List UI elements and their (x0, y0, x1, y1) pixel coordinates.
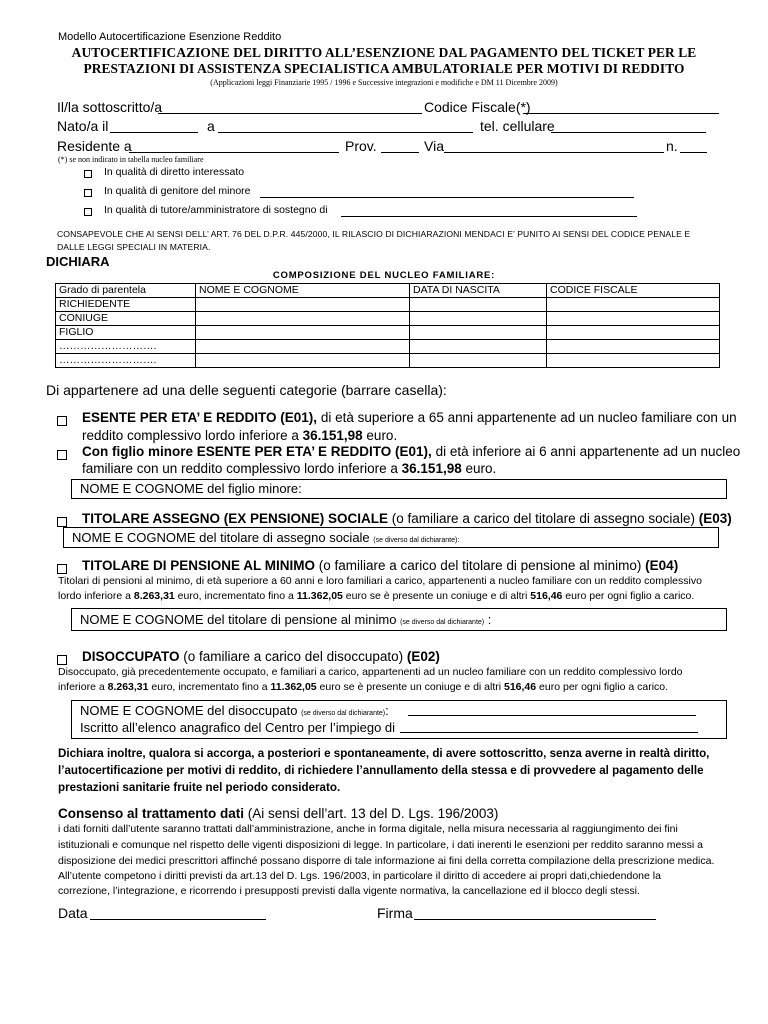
e04-desc-2a: lordo inferiore a (58, 590, 134, 602)
e01-eta-text-2: reddito complessivo lordo inferiore a (82, 428, 303, 443)
model-name: Modello Autocertificazione Esenzione Reddito (58, 31, 282, 43)
nucleo-familiare-table (55, 283, 720, 368)
e04-desc-1: Titolari di pensioni al minimo, di età superiore a 60 anni e loro familiari a carico, appartenenti a nucleo familiare con un reddito complessivo (58, 575, 702, 587)
row-grado: RICHIEDENTE (56, 298, 196, 312)
e01-eta-title: ESENTE PER ETA’ E REDDITO (E01), (82, 410, 318, 425)
row-nome-cell[interactable] (196, 312, 410, 326)
row-nome-cell[interactable] (196, 326, 410, 340)
table-row (56, 326, 720, 340)
qualita-genitore-field[interactable] (260, 185, 634, 198)
consenso-line: disposizione dei medici prescrittori affinché possano disporre di tale informazione ai fini della corretta compilazione della prescrizione medica. (58, 855, 715, 867)
e02-centro-field[interactable] (400, 720, 698, 733)
e04-name-small: (se diverso dal dichiarante) (400, 619, 485, 626)
categorie-intro: Di appartenere ad una delle seguenti categorie (barrare casella): (46, 382, 447, 398)
e02-checkbox[interactable] (57, 655, 67, 665)
consenso-title: Consenso al trattamento dati (58, 806, 245, 821)
title-line-1: AUTOCERTIFICAZIONE DEL DIRITTO ALL’ESENZIONE DAL PAGAMENTO DEL TICKET PER LE (71, 45, 697, 60)
consenso-ref: (Ai sensi dell’art. 13 del D. Lgs. 196/2003) (244, 806, 499, 821)
row-codice-cell[interactable] (547, 312, 720, 326)
e02-text: (o familiare a carico del disoccupato) (179, 649, 407, 664)
table-row (56, 340, 720, 354)
e04-code: (E04) (645, 558, 679, 573)
row-codice-cell[interactable] (547, 326, 720, 340)
residente-field[interactable] (129, 140, 339, 153)
consapevole-line-1: CONSAPEVOLE CHE AI SENSI DELL’ ART. 76 DEL D.P.R. 445/2000, IL RILASCIO DI DICHIARAZIONI MENDACI E’ PUNITO AI SENSI DEL CODICE PENALE E (57, 229, 691, 239)
codice-fiscale-label: Codice Fiscale(*) (424, 99, 531, 115)
data-label: Data (58, 905, 88, 921)
dichiara-inoltre-1: Dichiara inoltre, qualora si accorga, a posteriori e spontaneamente, di avere sottoscritto, senza averne in realtà diritto, (58, 747, 710, 760)
qualita-tutore-label: In qualità di tutore/amministratore di sostegno di (104, 204, 328, 216)
e01-minore-text-3: euro. (461, 461, 497, 476)
qualita-diretto-label: In qualità di diretto interessato (104, 166, 245, 178)
row-data-cell[interactable] (410, 340, 547, 354)
e04-name-text: NOME E COGNOME del titolare di pensione al minimo (80, 612, 397, 627)
e02-desc-2a: inferiore a (58, 681, 108, 693)
e01-eta-amount: 36.151,98 (302, 428, 363, 443)
dichiara-inoltre-2: l’autocertificazione per motivi di reddito, di richiedere l’annullamento della stessa e di provvedere al pagamento delle (58, 764, 704, 777)
e04-checkbox[interactable] (57, 564, 67, 574)
e02-name-small: (se diverso dal dichiarante) (301, 710, 386, 717)
row-nome-cell[interactable] (196, 354, 410, 368)
e02-amount-3: 516,46 (504, 681, 537, 693)
e04-desc-2b: euro, incrementato fino a (174, 590, 297, 602)
e04-title: TITOLARE DI PENSIONE AL MINIMO (82, 558, 316, 573)
table-header-row (56, 284, 720, 298)
e03-checkbox[interactable] (57, 517, 67, 527)
e03-line (82, 511, 732, 526)
tel-label: tel. cellulare (480, 118, 555, 134)
qualita-genitore-checkbox[interactable] (84, 189, 92, 197)
title-subtitle: (Applicazioni leggi Finanziarie 1995 / 1996 e Successive integrazioni e modifiche e DM 11 Dicembre 2009) (210, 78, 558, 87)
e04-name-end: : (484, 612, 492, 627)
e04-name-label (80, 612, 491, 627)
row-codice-cell[interactable] (547, 354, 720, 368)
numero-label: n. (666, 138, 678, 154)
codice-fiscale-field[interactable] (523, 101, 719, 114)
row-codice-cell[interactable] (547, 340, 720, 354)
sottoscritto-field[interactable] (158, 101, 422, 114)
row-data-cell[interactable] (410, 298, 547, 312)
e01-eta-line-1 (82, 410, 737, 425)
e02-title: DISOCCUPATO (82, 649, 180, 664)
consapevole-line-2: DALLE LEGGI SPECIALI IN MATERIA. (57, 242, 211, 252)
e01-eta-text: di età superiore a 65 anni appartenente ad un nucleo familiare con un (317, 410, 737, 425)
row-grado: ………………………. (56, 340, 196, 354)
prov-label: Prov. (345, 138, 377, 154)
e02-desc-2d: euro per ogni figlio a carico. (536, 681, 669, 693)
e04-amount-1: 8.263,31 (133, 590, 175, 602)
e02-desc-2b: euro, incrementato fino a (148, 681, 271, 693)
e04-amount-2: 11.362,05 (296, 590, 343, 602)
sottoscritto-label: Il/la sottoscritto/a (57, 99, 163, 115)
e03-title: TITOLARE ASSEGNO (EX PENSIONE) SOCIALE (82, 511, 389, 526)
e02-name-field[interactable] (408, 703, 696, 716)
row-data-cell[interactable] (410, 354, 547, 368)
e03-name-text: NOME E COGNOME del titolare di assegno sociale (72, 530, 370, 545)
via-field[interactable] (444, 140, 664, 153)
e01-minore-checkbox[interactable] (57, 450, 67, 460)
consenso-line: correzione, l’integrazione, e ricorrendo i presupposti previsti dalla vigente normativa, la cancellazione ed il blocco degli stessi. (58, 885, 640, 897)
e04-text: (o familiare a carico del titolare di pensione al minimo) (315, 558, 646, 573)
e02-amount-1: 8.263,31 (107, 681, 149, 693)
table-title: COMPOSIZIONE DEL NUCLEO FAMILIARE: (272, 270, 496, 281)
e02-amount-2: 11.362,05 (270, 681, 317, 693)
table-row (56, 312, 720, 326)
row-codice-cell[interactable] (547, 298, 720, 312)
row-nome-cell[interactable] (196, 298, 410, 312)
e04-desc-2c: euro se è presente un coniuge e di altri (342, 590, 531, 602)
header-grado: Grado di parentela (56, 284, 196, 298)
row-nome-cell[interactable] (196, 340, 410, 354)
dichiara-heading: DICHIARA (46, 254, 110, 269)
luogo-nascita-label: a (207, 118, 215, 134)
header-nome: NOME E COGNOME (196, 284, 410, 298)
e01-eta-text-3: euro. (362, 428, 398, 443)
luogo-nascita-field[interactable] (218, 120, 473, 133)
e01-eta-checkbox[interactable] (57, 416, 67, 426)
consenso-line: istituzionali e comunque nel rispetto delle vigenti disposizioni di legge. In particolare, i dati inerenti le esenzioni per reddito saranno messi a (58, 839, 703, 851)
header-data: DATA DI NASCITA (410, 284, 547, 298)
e02-desc-2c: euro se è presente un coniuge e di altri (316, 681, 504, 693)
qualita-tutore-field[interactable] (341, 204, 637, 217)
table-row (56, 354, 720, 368)
e03-name-small: (se diverso dal dichiarante): (373, 537, 460, 544)
e02-desc-1: Disoccupato, già precedentemente occupato, e familiari a carico, appartenenti ad un nucleo familiare con un reddito complessivo lordo (58, 666, 683, 678)
header-codice: CODICE FISCALE (547, 284, 720, 298)
e04-line (82, 558, 678, 573)
e03-name-label (72, 530, 459, 545)
qualita-genitore-label: In qualità di genitore del minore (104, 185, 251, 197)
e01-minore-name-label: NOME E COGNOME del figlio minore: (80, 481, 302, 496)
consenso-heading (58, 806, 498, 821)
e01-minore-amount: 36.151,98 (401, 461, 462, 476)
e03-code: (E03) (698, 511, 732, 526)
title-line-2: PRESTAZIONI DI ASSISTENZA SPECIALISTICA AMBULATORIALE PER MOTIVI DI REDDITO (83, 61, 685, 76)
e04-desc-2d: euro per ogni figlio a carico. (562, 590, 695, 602)
e01-minore-line-1 (82, 444, 740, 459)
qualita-diretto-checkbox[interactable] (84, 170, 92, 178)
dichiara-inoltre-3: prestazioni sanitarie fruite nel periodo considerato. (58, 781, 341, 794)
firma-field[interactable] (414, 907, 656, 920)
firma-label: Firma (377, 905, 413, 921)
table-row (56, 298, 720, 312)
e02-name-text: NOME E COGNOME del disoccupato (80, 703, 298, 718)
data-nascita-field[interactable] (110, 120, 198, 133)
e02-name-label: NOME E COGNOME del disoccupato (se diverso dal dichiarante): (80, 703, 389, 718)
e01-minore-title: Con figlio minore ESENTE PER ETA’ E REDDITO (E01), (82, 444, 432, 459)
residente-label: Residente a (57, 138, 132, 154)
row-grado: ………………………. (56, 354, 196, 368)
qualita-tutore-checkbox[interactable] (84, 208, 92, 216)
tel-field[interactable] (551, 120, 706, 133)
prov-field[interactable] (381, 140, 419, 153)
e04-desc-2 (58, 590, 694, 602)
e02-code: (E02) (406, 649, 440, 664)
e02-desc-2 (58, 681, 668, 693)
numero-field[interactable] (680, 140, 707, 153)
row-data-cell[interactable] (410, 326, 547, 340)
e02-centro-label: Iscritto all’elenco anagrafico del Centro per l’impiego di (80, 720, 396, 735)
row-grado: FIGLIO (56, 326, 196, 340)
data-field[interactable] (90, 907, 266, 920)
e01-eta-line-2 (82, 428, 397, 443)
consenso-line: i dati forniti dall’utente saranno trattati dall’amministrazione, anche in forma digitale, nella misura necessaria al raggiungimento dei fini (58, 823, 678, 835)
e02-line (82, 649, 440, 664)
consenso-line: All’utente competono i diritti previsti da art.13 del D. Lgs. 196/2003, in particolare il diritto di accedere ai propri dati,chiedendone la (58, 870, 661, 882)
note-codice-fiscale: (*) se non indicato in tabella nucleo familiare (58, 155, 204, 164)
e03-text: (o familiare a carico del titolare di assegno sociale) (388, 511, 699, 526)
row-grado: CONIUGE (56, 312, 196, 326)
e01-minore-line-2 (82, 461, 496, 476)
row-data-cell[interactable] (410, 312, 547, 326)
e04-amount-3: 516,46 (530, 590, 563, 602)
e01-minore-text: di età inferiore ai 6 anni appartenente ad un nucleo (431, 444, 741, 459)
e01-minore-text-2: familiare con un reddito complessivo lordo inferiore a (82, 461, 402, 476)
nato-label: Nato/a il (57, 118, 109, 134)
via-label: Via (424, 138, 444, 154)
